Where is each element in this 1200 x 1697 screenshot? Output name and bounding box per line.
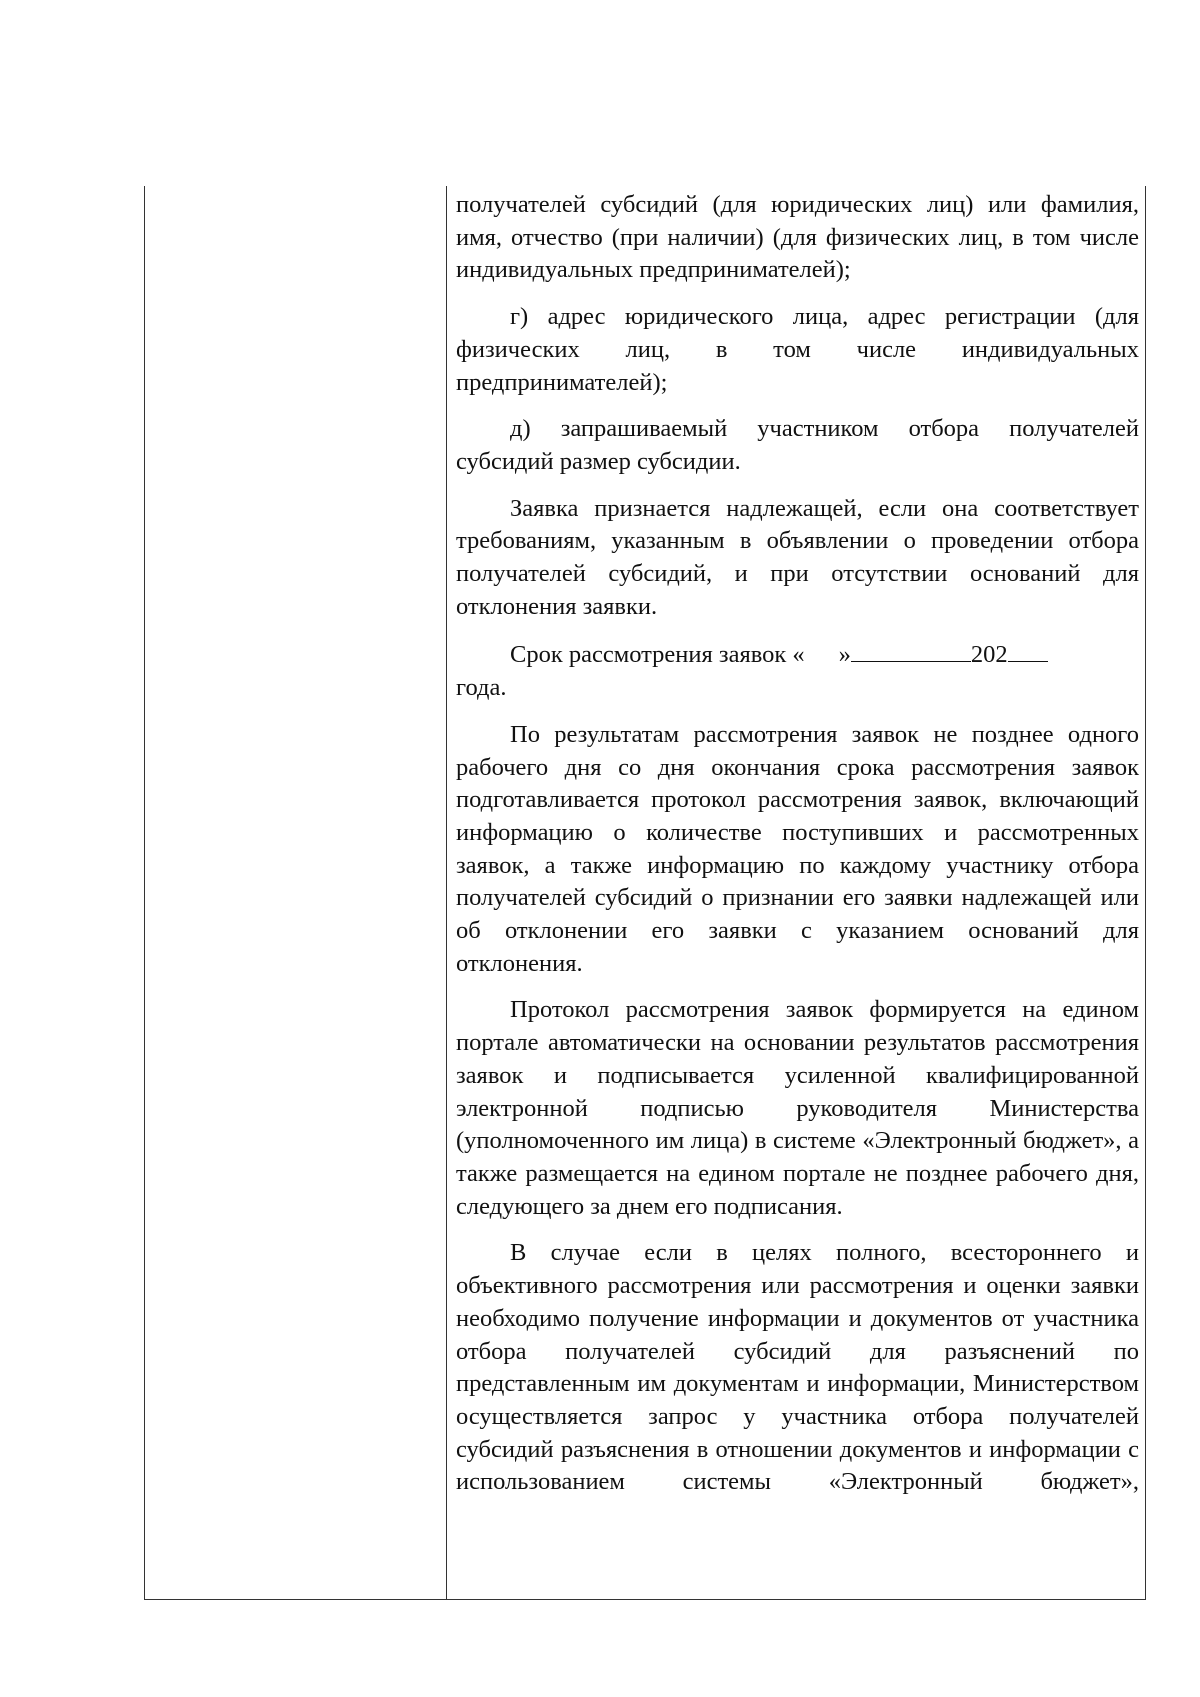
paragraph-address: г) адрес юридического лица, адрес регистрации (для физических лиц, в том числе индивидуальных предпринимателей); — [456, 303, 1139, 396]
paragraph-applicant-name: получателей субсидий (для юридических лиц) или фамилия, имя, отчество (при наличии) (для физических лиц, в том числе индивидуальных предпринимателей); — [456, 191, 1139, 284]
paragraph-proper-application: Заявка признается надлежащей, если она соответствует требованиям, указанным в объявлении о проведении отбора получателей субсидий, и при отсутствии оснований для отклонения заявки. — [456, 494, 1139, 620]
deadline-year-prefix: 202 — [970, 641, 1008, 669]
deadline-year-blank — [1008, 637, 1048, 662]
paragraph-protocol: Протокол рассмотрения заявок формируется на едином портале автоматически на основании результатов рассмотрения заявок и подписывается усиленной квалифицированной электронной подписью руководителя Министерства (уполномоченного им лица) в системе «Электронный бюджет», а также размещается на едином портале не позднее рабочего дня, следующего за днем его подписания. — [456, 996, 1139, 1220]
paragraph-subsidy-amount: д) запрашиваемый участником отбора получателей субсидий размер субсидии. — [456, 415, 1139, 475]
document-table — [144, 186, 1146, 1600]
paragraph-review-deadline — [456, 637, 1139, 704]
table-left-cell — [145, 186, 446, 1599]
deadline-day-blank — [805, 638, 839, 662]
table-right-cell — [456, 186, 1139, 1599]
deadline-row — [510, 641, 1048, 668]
paragraph-review-results: По результатам рассмотрения заявок не позднее одного рабочего дня со дня окончания срока рассмотрения заявок подготавливается протокол рассмотрения заявок, включающий информацию о количестве поступивших и рассмотренных заявок, а также информацию по каждому участнику отбора получателей субсидий о признании его заявки надлежащей или об отклонении его заявки с указанием оснований для отклонения. — [456, 720, 1139, 977]
column-divider — [446, 186, 447, 1599]
paragraph-clarification-request: В случае если в целях полного, всестороннего и объективного рассмотрения или рассмотрения и оценки заявки необходимо получение информации и документов от участника отбора получателей субсидий для разъяснений по представленным им документам и информации, Министерством осуществляется запрос у участника отбора получателей субсидий разъяснения в отношении документов и информации с использованием системы «Электронный бюджет», — [456, 1239, 1139, 1496]
deadline-tail: года. — [456, 674, 507, 702]
deadline-lead: Срок рассмотрения заявок « — [510, 641, 805, 669]
deadline-close-quote: » — [838, 641, 851, 669]
deadline-month-blank — [851, 637, 971, 662]
